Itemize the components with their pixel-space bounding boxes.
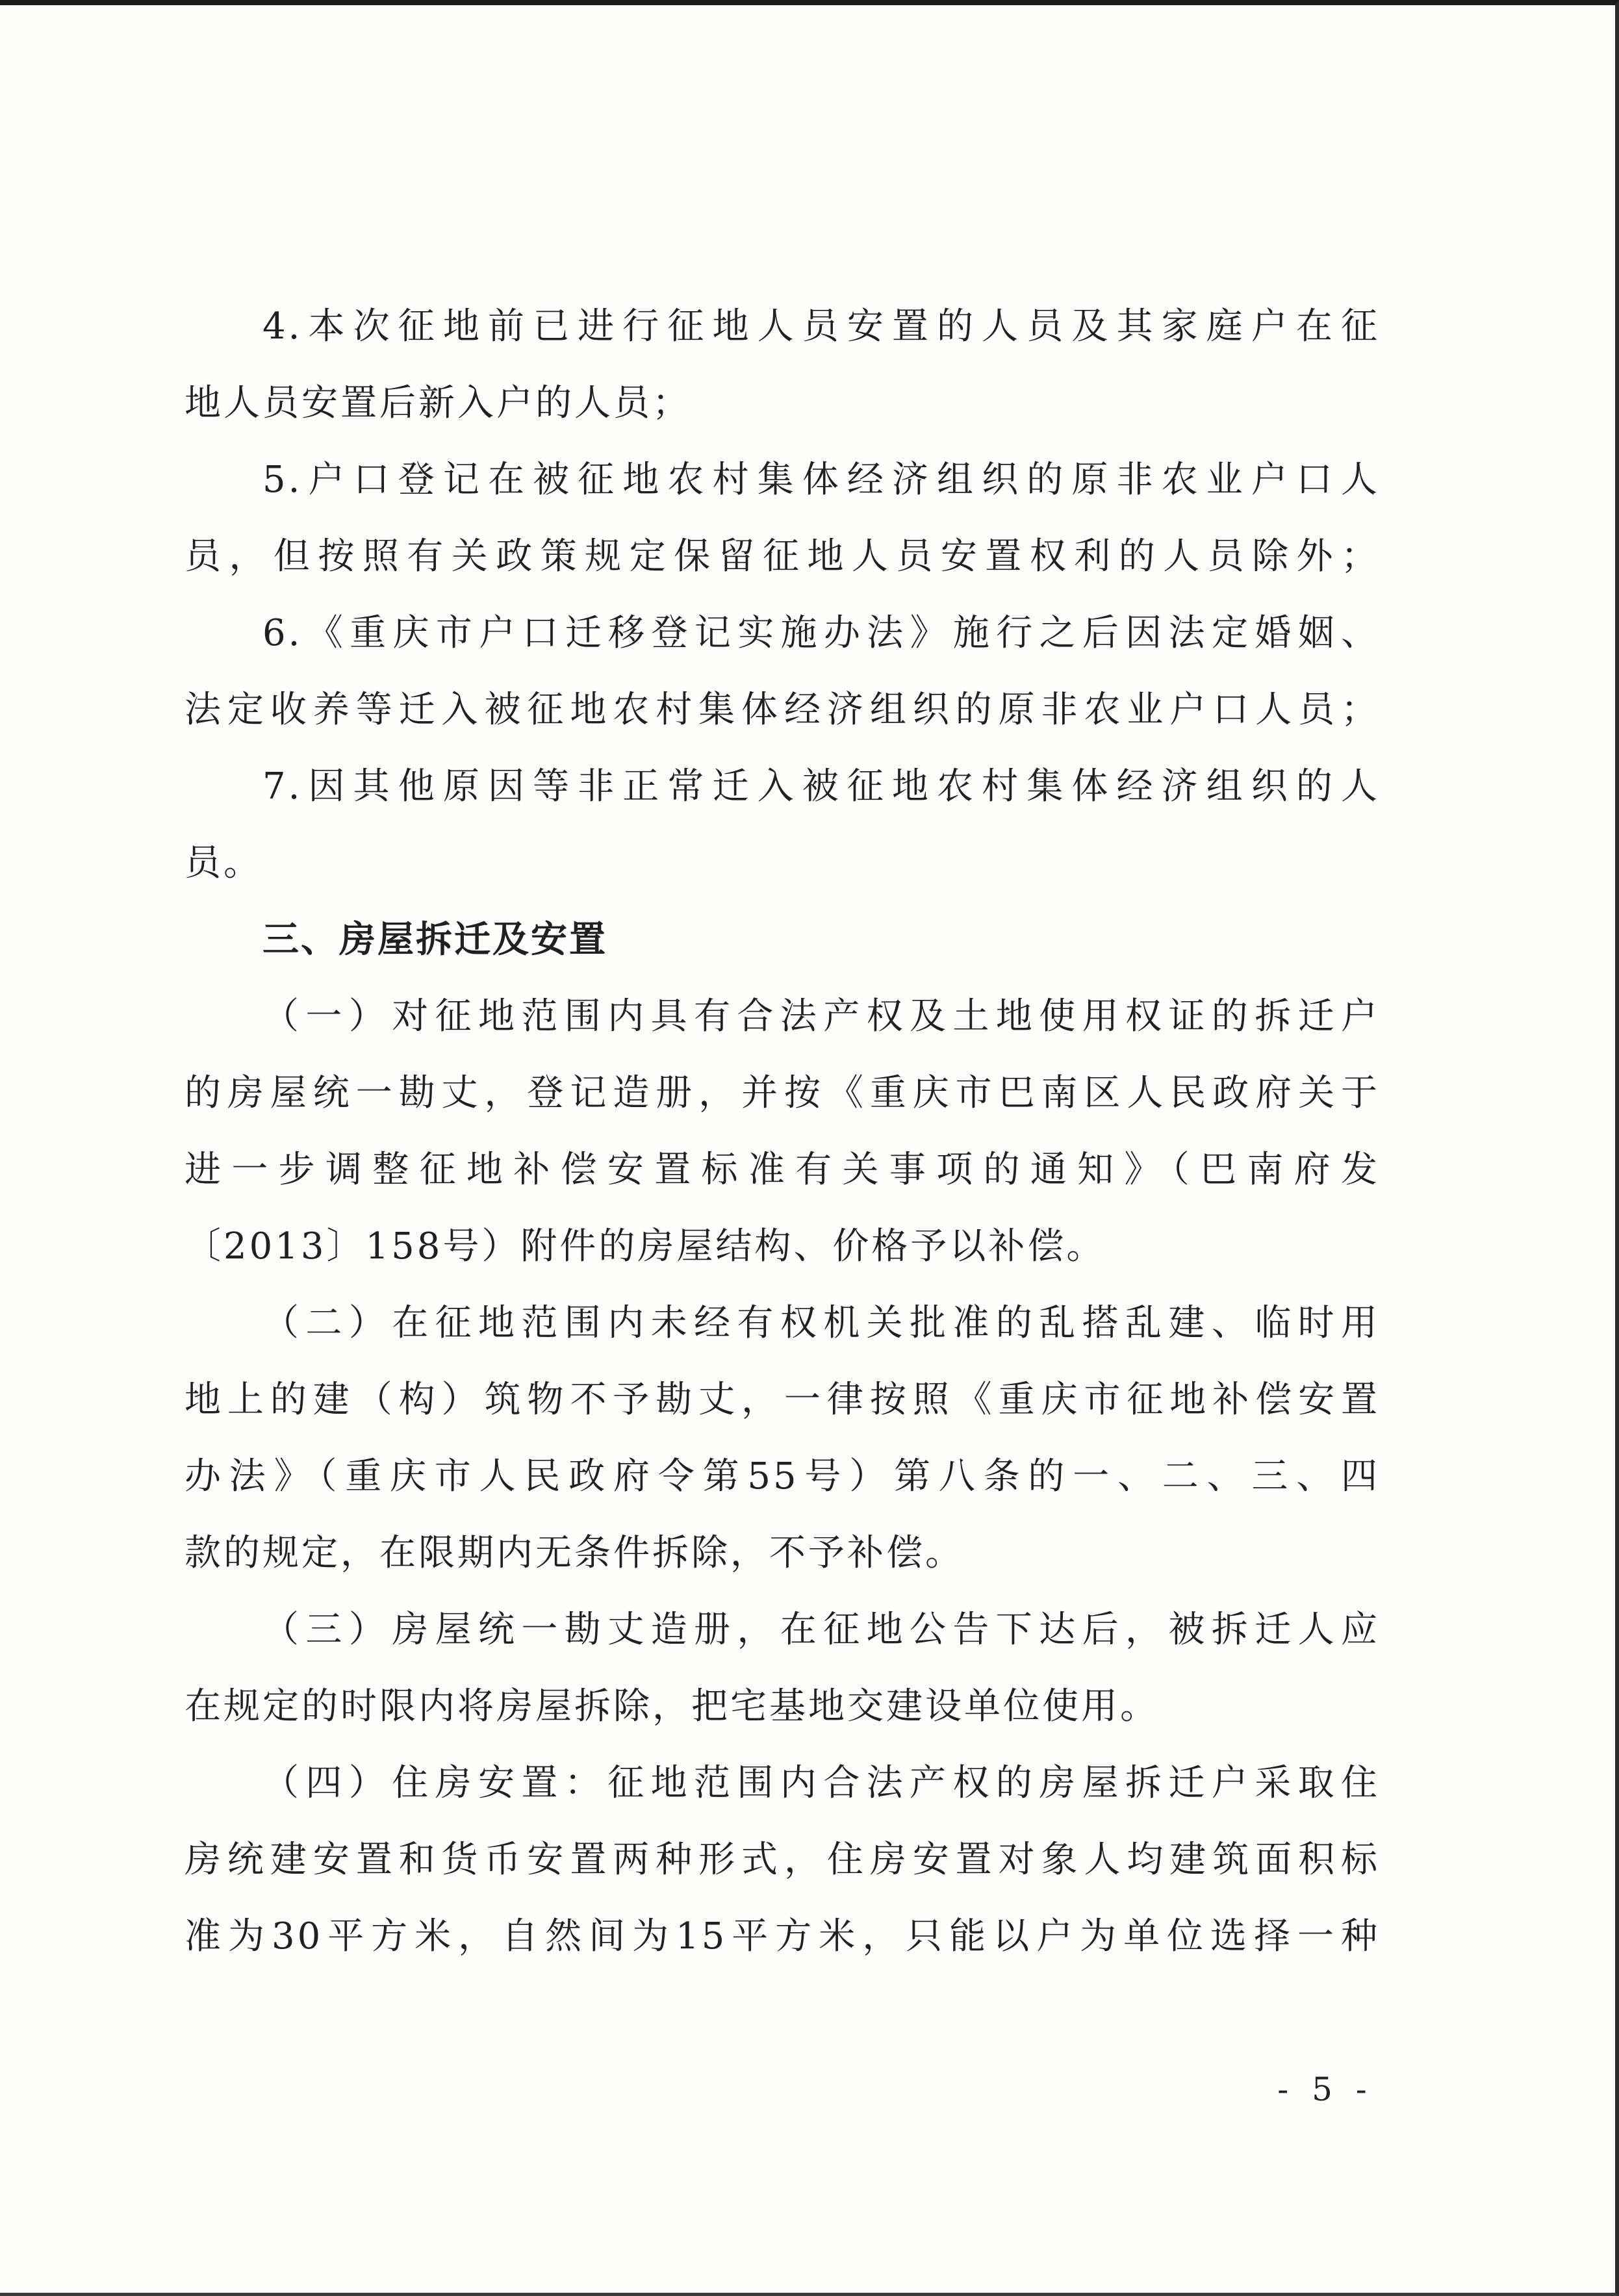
paragraph-line-4: 员，但按照有关政策规定保留征地人员安置权利的人员除外； [185,535,1380,578]
paragraph-line-18: （三）房屋统一勘丈造册，在征地公告下达后，被拆迁人应 [262,1609,1380,1651]
paragraph-line-12: 进一步调整征地补偿安置标准有关事项的通知》（巴南府发 [185,1149,1380,1191]
paragraph-line-3: 5.户口登记在被征地农村集体经济组织的原非农业户口人 [262,459,1380,501]
paragraph-line-5: 6.《重庆市户口迁移登记实施办法》施行之后因法定婚姻、 [262,612,1380,654]
paragraph-line-11: 的房屋统一勘丈，登记造册，并按《重庆市巴南区人民政府关于 [185,1072,1380,1114]
paragraph-line-17: 款的规定，在限期内无条件拆除，不予补偿。 [185,1532,964,1574]
paragraph-line-22: 准为30平方米，自然间为15平方米，只能以户为单位选择一种 [185,1915,1380,1958]
paragraph-line-1: 4.本次征地前已进行征地人员安置的人员及其家庭户在征 [262,305,1380,348]
paragraph-line-7: 7.因其他原因等非正常迁入被征地农村集体经济组织的人 [262,765,1380,808]
paragraph-line-19: 在规定的时限内将房屋拆除，把宅基地交建设单位使用。 [185,1685,1159,1728]
paragraph-line-15: 地上的建（构）筑物不予勘丈，一律按照《重庆市征地补偿安置 [185,1379,1380,1421]
paragraph-line-20: （四）住房安置：征地范围内合法产权的房屋拆迁户采取住 [262,1762,1380,1804]
paragraph-line-13: 〔2013〕158号）附件的房屋结构、价格予以补偿。 [185,1225,1106,1268]
page-number: - 5 - [1277,2071,1373,2108]
paragraph-line-10: （一）对征地范围内具有合法产权及土地使用权证的拆迁户 [262,995,1380,1038]
paragraph-line-8: 员。 [185,842,262,884]
paragraph-line-2: 地人员安置后新入户的人员； [185,382,691,424]
paragraph-line-6: 法定收养等迁入被征地农村集体经济组织的原非农业户口人员； [185,689,1380,731]
paragraph-line-16: 办法》（重庆市人民政府令第55号）第八条的一、二、三、四 [185,1455,1380,1498]
section-heading: 三、房屋拆迁及安置 [262,919,607,961]
paragraph-line-21: 房统建安置和货币安置两种形式，住房安置对象人均建筑面积标 [185,1839,1380,1881]
paragraph-line-14: （二）在征地范围内未经有权机关批准的乱搭乱建、临时用 [262,1302,1380,1344]
